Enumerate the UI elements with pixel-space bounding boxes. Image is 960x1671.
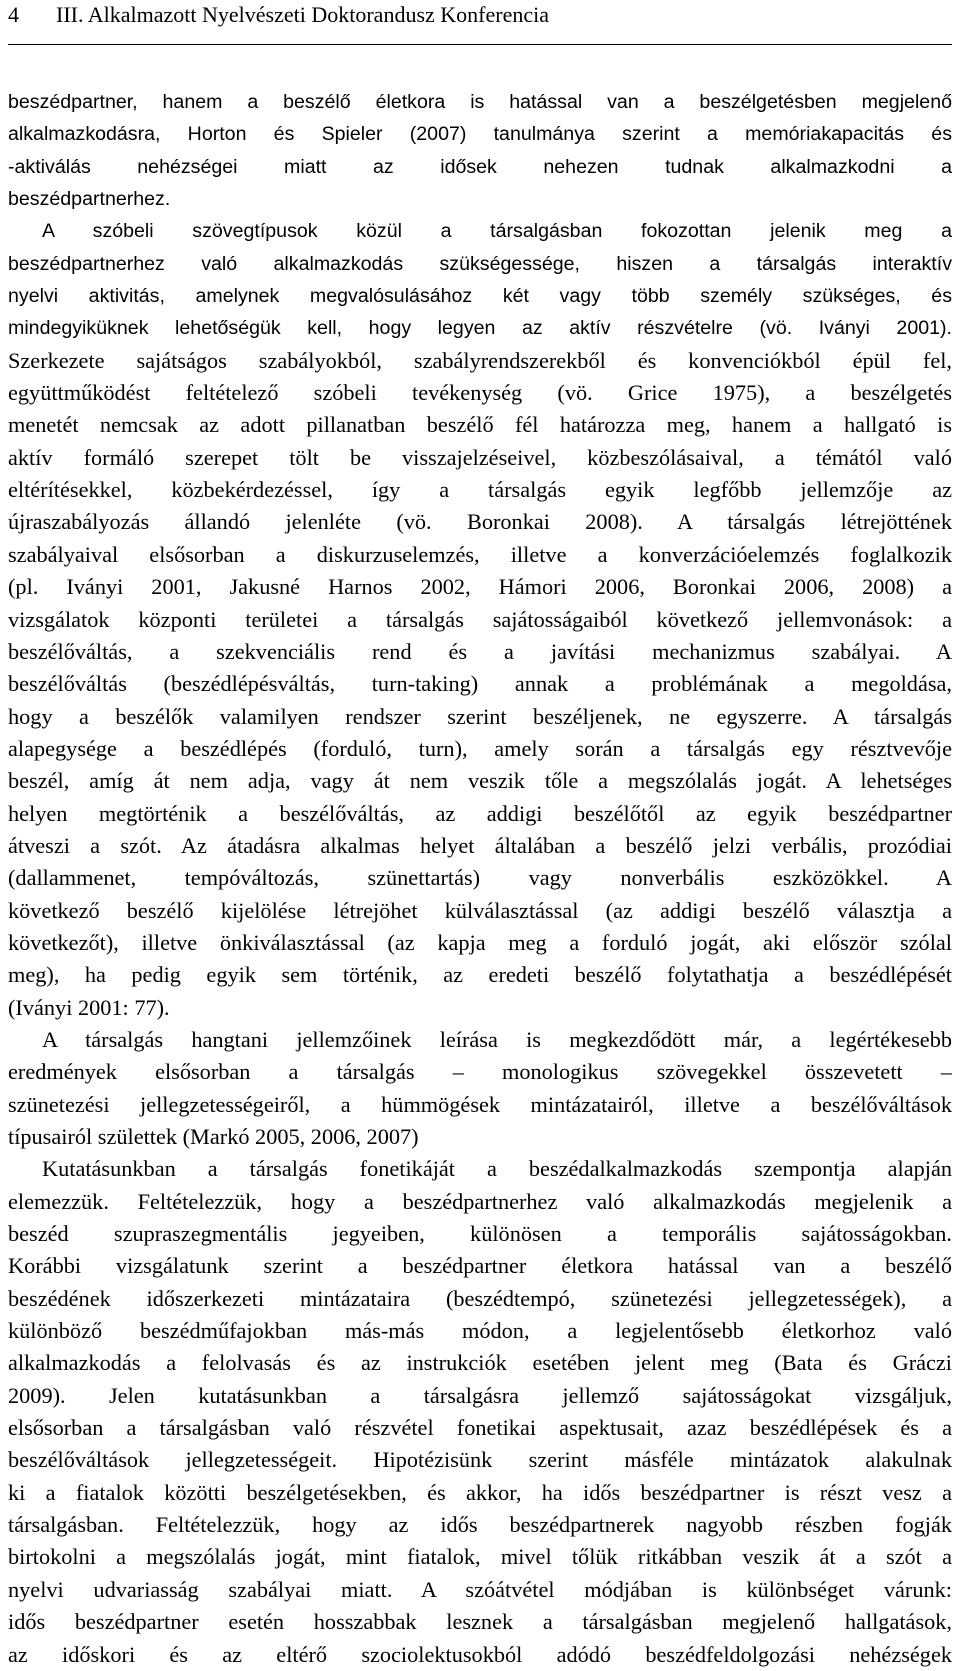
body-text xyxy=(8,86,952,1671)
text-line: Korábbi vizsgálatunk szerint a beszédpartner életkora hatással van a beszélő xyxy=(8,1253,952,1279)
text-line: helyen megtörténik a beszélőváltás, az addigi beszélőtől az egyik beszédpartner xyxy=(8,800,952,826)
text-line: beszédpartnerhez való alkalmazkodás szükségessége, hiszen a társalgás interaktív xyxy=(8,252,952,275)
text-line: meg), ha pedig egyik sem történik, az eredeti beszélő folytathatja a beszédlépését xyxy=(8,962,952,988)
text-line: nyelvi udvariasság szabályai miatt. A szóátvétel módjában is különbséget várunk: xyxy=(8,1576,952,1602)
text-line: alkalmazkodás a felolvasás és az instrukciók esetében jelent meg (Bata és Gráczi xyxy=(8,1350,952,1376)
text-line: az időskori és az eltérő szociolektusokból adódó beszédfeldolgozási nehézségek xyxy=(8,1641,952,1667)
text-line: beszédének időszerkezeti mintázataira (beszédtempó, szünetezési jellegzetességek), a xyxy=(8,1285,952,1311)
text-line: Szerkezete sajátságos szabályokból, szabályrendszerekből és konvenciókból épül fel, xyxy=(8,347,952,373)
text-line: eredmények elsősorban a társalgás – monologikus szövegekkel összevetett – xyxy=(8,1059,952,1085)
text-line: átveszi a szót. Az átadásra alkalmas helyet általában a beszélő jelzi verbális, prozódiai xyxy=(8,832,952,858)
text-line: hogy a beszélők valamilyen rendszer szerint beszéljenek, ne egyszerre. A társalgás xyxy=(8,703,952,729)
text-line: következő beszélő kijelölése létrejöhet külválasztással (az addigi beszélő választja a xyxy=(8,897,952,923)
text-line: következőt), illetve önkiválasztással (az kapja meg a forduló jogát, aki először szólal xyxy=(8,929,952,955)
text-line: alkalmazkodásra, Horton és Spieler (2007) tanulmánya szerint a memóriakapacitás és xyxy=(8,123,952,146)
running-header xyxy=(0,0,960,46)
text-line: alapegysége a beszédlépés (forduló, turn), amely során a társalgás egy résztvevője xyxy=(8,735,952,761)
text-line: elsősorban a társalgásban való részvétel fonetikai aspektusait, azaz beszédlépések és a xyxy=(8,1415,952,1441)
text-line: újraszabályozás állandó jelenléte (vö. Boronkai 2008). A társalgás létrejöttének xyxy=(8,509,952,535)
text-line: birtokolni a megszólalás jogát, mint fiatalok, mivel tőlük ritkábban veszik át a szót a xyxy=(8,1544,952,1570)
text-line: aktív formáló szerepet tölt be visszajelzéseivel, közbeszólásaival, a témától való xyxy=(8,444,952,470)
text-line: (dallammenet, tempóváltozás, szünettartás) vagy nonverbális eszközökkel. A xyxy=(8,865,952,891)
text-line: vizsgálatok központi területei a társalgás sajátosságaiból következő jellemvonások: a xyxy=(8,606,952,632)
text-line: A társalgás hangtani jellemzőinek leírása is megkezdődött már, a legértékesebb xyxy=(42,1026,952,1052)
text-line: eltérítésekkel, közbekérdezéssel, így a társalgás egyik legfőbb jellemzője az xyxy=(8,477,952,503)
header-rule xyxy=(8,44,952,45)
text-line: A szóbeli szövegtípusok közül a társalgásban fokozottan jelenik meg a xyxy=(42,220,952,243)
text-line: szünetezési jellegzetességeiről, a hümmögések mintázatairól, illetve a beszélőváltások xyxy=(8,1091,952,1117)
text-line: menetét nemcsak az adott pillanatban beszélő fél határozza meg, hanem a hallgató is xyxy=(8,412,952,438)
text-line: 2009). Jelen kutatásunkban a társalgásra jellemző sajátosságokat vizsgáljuk, xyxy=(8,1382,952,1408)
text-line: nyelvi aktivitás, amelynek megvalósulásához két vagy több személy szükséges, és xyxy=(8,285,952,308)
page-number: 4 xyxy=(8,2,19,27)
text-line: (pl. Iványi 2001, Jakusné Harnos 2002, Hámori 2006, Boronkai 2006, 2008) a xyxy=(8,574,952,600)
text-line: különböző beszédműfajokban más-más módon, a legjelentősebb életkorhoz való xyxy=(8,1318,952,1344)
text-line: beszéd szupraszegmentális jegyeiben, különösen a temporális sajátosságokban. xyxy=(8,1221,952,1247)
text-line: együttműködést feltételező szóbeli tevékenység (vö. Grice 1975), a beszélgetés xyxy=(8,380,952,406)
text-line: szabályaival elsősorban a diskurzuselemzés, illetve a konverzációelemzés foglalkozik xyxy=(8,541,952,567)
text-line: mindegyiküknek lehetőségük kell, hogy legyen az aktív részvételre (vö. Iványi 2001). xyxy=(8,317,952,340)
text-line: ki a fiatalok közötti beszélgetésekben, és akkor, ha idős beszédpartner is részt vesz a xyxy=(8,1479,952,1505)
text-line: társalgásban. Feltételezzük, hogy az idős beszédpartnerek nagyobb részben fogják xyxy=(8,1512,952,1538)
text-line: beszélőváltás, a szekvenciális rend és a javítási mechanizmus szabályai. A xyxy=(8,638,952,664)
text-line: elemezzük. Feltételezzük, hogy a beszédpartnerhez való alkalmazkodás megjelenik a xyxy=(8,1188,952,1214)
text-line: beszélőváltás (beszédlépésváltás, turn-taking) annak a problémának a megoldása, xyxy=(8,671,952,697)
text-line: beszédpartner, hanem a beszélő életkora is hatással van a beszélgetésben megjelenő xyxy=(8,91,952,113)
text-line: típusairól születtek (Markó 2005, 2006, 2007) xyxy=(8,1124,419,1149)
text-line: -aktiválás nehézségei miatt az idősek nehezen tudnak alkalmazkodni a xyxy=(8,155,952,178)
text-line: idős beszédpartner esetén hosszabbak lesznek a társalgásban megjelenő hallgatások, xyxy=(8,1609,952,1635)
text-line: beszélőváltások jellegzetességeit. Hipotézisünk szerint másféle mintázatok alakulnak xyxy=(8,1447,952,1473)
text-line: beszédpartnerhez. xyxy=(8,188,171,211)
text-line: beszél, amíg át nem adja, vagy át nem veszik tőle a megszólalás jogát. A lehetséges xyxy=(8,768,952,794)
running-title: III. Alkalmazott Nyelvészeti Doktorandusz Konferencia xyxy=(56,2,549,27)
text-line: Kutatásunkban a társalgás fonetikáját a beszédalkalmazkodás szempontja alapján xyxy=(42,1156,952,1182)
text-line: (Iványi 2001: 77). xyxy=(8,994,170,1020)
